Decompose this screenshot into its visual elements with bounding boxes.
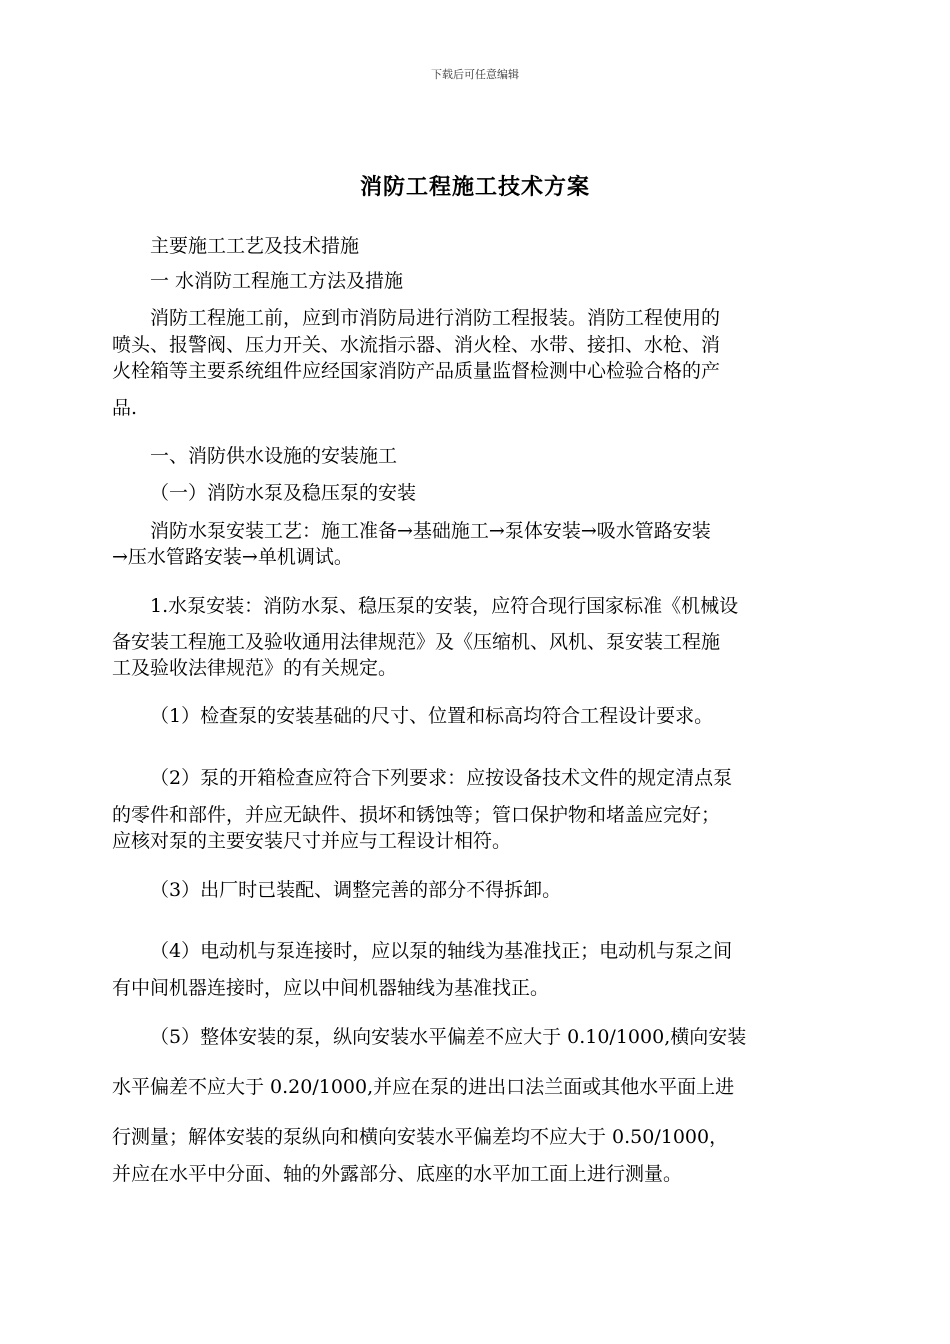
paragraph-line: 应核对泵的主要安装尺寸并应与工程设计相符。 [112,830,512,852]
paragraph-line: 品. [112,397,138,419]
list-item: （4）电动机与泵连接时，应以泵的轴线为基准找正；电动机与泵之间 [150,940,733,962]
paragraph-line: 并应在水平中分面、轴的外露部分、底座的水平加工面上进行测量。 [112,1163,683,1185]
paragraph-line: 火栓箱等主要系统组件应经国家消防产品质量监督检测中心检验合格的产 [112,360,721,382]
paragraph-line: 水平偏差不应大于 0.20/1000,并应在泵的进出口法兰面或其他水平面上进 [112,1076,735,1098]
paragraph-line: →压水管路安装→单机调试。 [112,546,353,568]
paragraph-line: 消防水泵安装工艺：施工准备→基础施工→泵体安装→吸水管路安装 [150,520,711,542]
paragraph-line: 行测量；解体安装的泵纵向和横向安装水平偏差均不应大于 0.50/1000， [112,1126,729,1148]
list-item: （1）检查泵的安装基础的尺寸、位置和标高均符合工程设计要求。 [150,705,714,727]
list-item: （2）泵的开箱检查应符合下列要求：应按设备技术文件的规定清点泵 [150,767,733,789]
paragraph-line: 备安装工程施工及验收通用法律规范》及《压缩机、风机、泵安装工程施 [112,631,721,653]
section-heading: （一）消防水泵及稳压泵的安装 [150,482,417,504]
paragraph-line: 的零件和部件，并应无缺件、损坏和锈蚀等；管口保护物和堵盖应完好； [112,804,721,826]
paragraph-line: 有中间机器连接时，应以中间机器轴线为基准找正。 [112,977,550,999]
paragraph-line: 1.水泵安装：消防水泵、稳压泵的安装，应符合现行国家标准《机械设 [150,595,739,617]
paragraph-line: 喷头、报警阀、压力开关、水流指示器、消火栓、水带、接扣、水枪、消 [112,334,721,356]
document-title: 消防工程施工技术方案 [359,174,590,200]
paragraph-line: 工及验收法律规范》的有关规定。 [112,657,398,679]
section-heading: 主要施工工艺及技术措施 [150,235,360,257]
section-heading: 一 水消防工程施工方法及措施 [150,270,404,292]
header-note: 下载后可任意编辑 [431,68,519,81]
list-item: （5）整体安装的泵，纵向安装水平偏差不应大于 0.10/1000,横向安装 [150,1026,747,1048]
section-heading: 一、消防供水设施的安装施工 [150,445,398,467]
paragraph-line: 消防工程施工前，应到市消防局进行消防工程报装。消防工程使用的 [150,307,721,329]
list-item: （3）出厂时已装配、调整完善的部分不得拆卸。 [150,879,562,901]
